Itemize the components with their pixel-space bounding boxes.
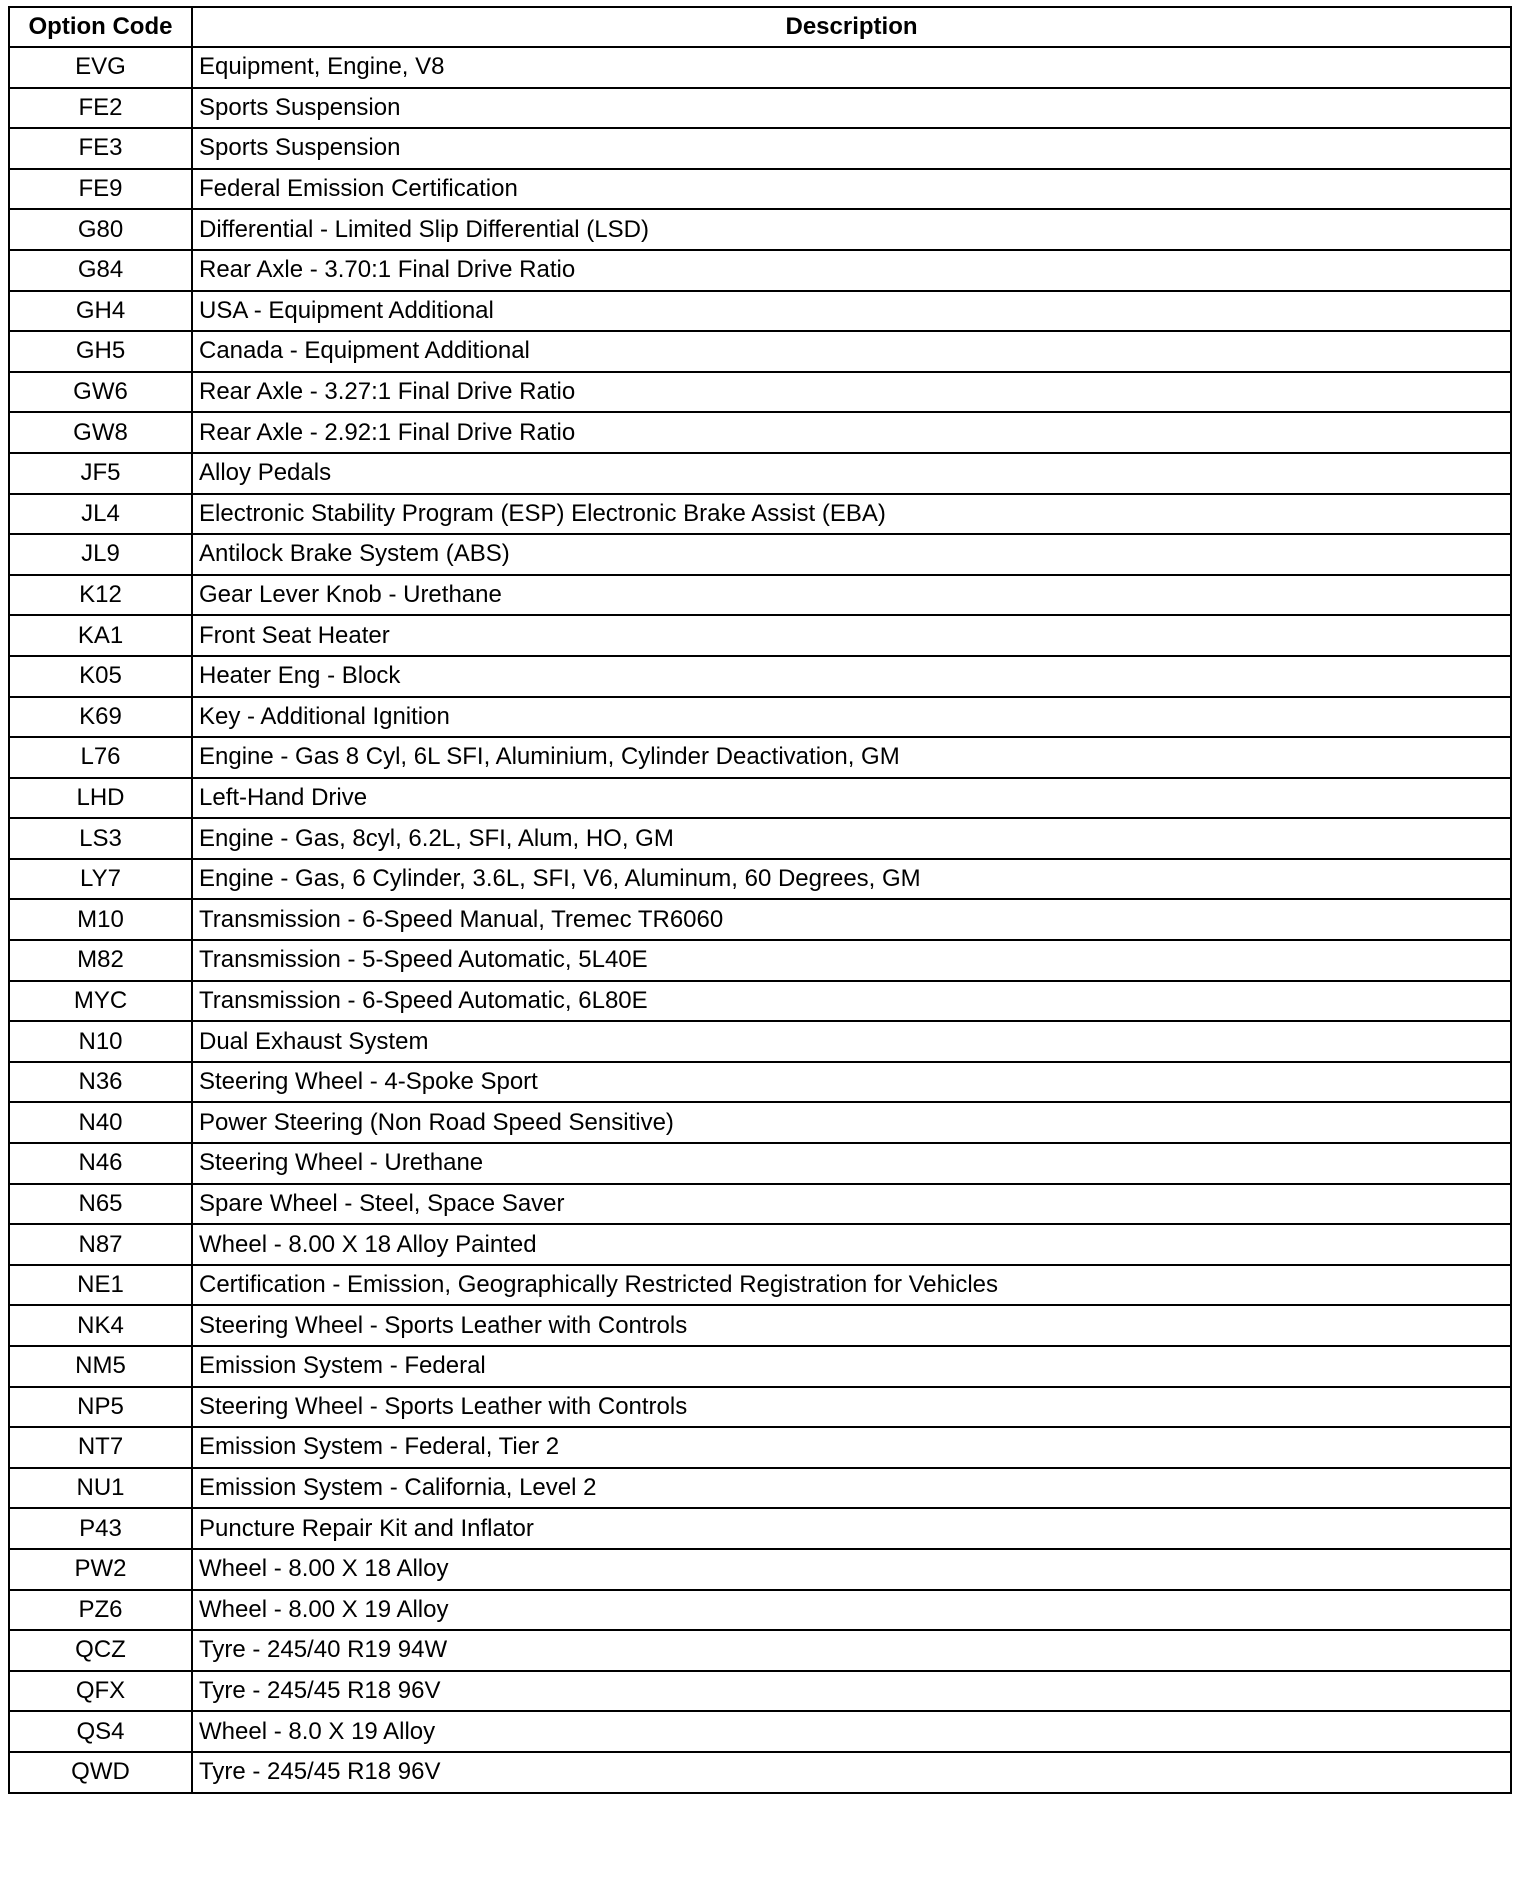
option-code-cell: K05 — [9, 656, 192, 697]
table-row — [9, 209, 1511, 250]
option-code-cell: FE9 — [9, 169, 192, 210]
option-code-cell: NK4 — [9, 1305, 192, 1346]
table-row — [9, 778, 1511, 819]
option-code-cell: FE3 — [9, 128, 192, 169]
option-code-cell: N36 — [9, 1062, 192, 1103]
option-code-cell: GH5 — [9, 331, 192, 372]
table-row — [9, 940, 1511, 981]
description-cell: Wheel - 8.00 X 18 Alloy Painted — [192, 1224, 1511, 1265]
description-cell: Alloy Pedals — [192, 453, 1511, 494]
option-code-cell: QWD — [9, 1752, 192, 1793]
table-row — [9, 1590, 1511, 1631]
option-code-cell: EVG — [9, 47, 192, 88]
option-code-cell: NT7 — [9, 1427, 192, 1468]
column-header-option-code: Option Code — [9, 7, 192, 47]
table-row — [9, 1468, 1511, 1509]
table-row — [9, 453, 1511, 494]
description-cell: Electronic Stability Program (ESP) Electronic Brake Assist (EBA) — [192, 494, 1511, 535]
description-cell: Gear Lever Knob - Urethane — [192, 575, 1511, 616]
option-code-cell: GH4 — [9, 291, 192, 332]
table-row — [9, 412, 1511, 453]
option-code-cell: LY7 — [9, 859, 192, 900]
table-row — [9, 1021, 1511, 1062]
description-cell: Steering Wheel - Sports Leather with Controls — [192, 1305, 1511, 1346]
option-code-cell: NE1 — [9, 1265, 192, 1306]
description-cell: Wheel - 8.0 X 19 Alloy — [192, 1711, 1511, 1752]
table-row — [9, 331, 1511, 372]
table-row — [9, 1427, 1511, 1468]
table-row — [9, 291, 1511, 332]
description-cell: Wheel - 8.00 X 18 Alloy — [192, 1549, 1511, 1590]
option-code-cell: JL4 — [9, 494, 192, 535]
option-code-cell: QCZ — [9, 1630, 192, 1671]
table-row — [9, 1102, 1511, 1143]
table-body — [9, 47, 1511, 1793]
description-cell: Antilock Brake System (ABS) — [192, 534, 1511, 575]
table-row — [9, 372, 1511, 413]
option-code-cell: JF5 — [9, 453, 192, 494]
option-code-cell: FE2 — [9, 88, 192, 129]
option-code-cell: N65 — [9, 1184, 192, 1225]
description-cell: Rear Axle - 2.92:1 Final Drive Ratio — [192, 412, 1511, 453]
description-cell: Federal Emission Certification — [192, 169, 1511, 210]
description-cell: Puncture Repair Kit and Inflator — [192, 1508, 1511, 1549]
description-cell: Engine - Gas, 6 Cylinder, 3.6L, SFI, V6, Aluminum, 60 Degrees, GM — [192, 859, 1511, 900]
option-code-cell: N40 — [9, 1102, 192, 1143]
option-code-cell: L76 — [9, 737, 192, 778]
option-code-cell: K69 — [9, 697, 192, 738]
table-row — [9, 818, 1511, 859]
table-row — [9, 494, 1511, 535]
description-cell: Rear Axle - 3.70:1 Final Drive Ratio — [192, 250, 1511, 291]
table-row — [9, 128, 1511, 169]
table-row — [9, 981, 1511, 1022]
option-code-cell: NU1 — [9, 1468, 192, 1509]
table-row — [9, 1305, 1511, 1346]
option-code-cell: M10 — [9, 899, 192, 940]
table-row — [9, 656, 1511, 697]
description-cell: Tyre - 245/40 R19 94W — [192, 1630, 1511, 1671]
option-code-cell: G84 — [9, 250, 192, 291]
description-cell: Certification - Emission, Geographically Restricted Registration for Vehicles — [192, 1265, 1511, 1306]
description-cell: Emission System - Federal, Tier 2 — [192, 1427, 1511, 1468]
table-row — [9, 1224, 1511, 1265]
table-row — [9, 534, 1511, 575]
column-header-description: Description — [192, 7, 1511, 47]
option-code-cell: QFX — [9, 1671, 192, 1712]
description-cell: Transmission - 6-Speed Manual, Tremec TR6060 — [192, 899, 1511, 940]
option-code-cell: K12 — [9, 575, 192, 616]
description-cell: Tyre - 245/45 R18 96V — [192, 1671, 1511, 1712]
description-cell: Key - Additional Ignition — [192, 697, 1511, 738]
option-code-cell: PW2 — [9, 1549, 192, 1590]
table-row — [9, 1711, 1511, 1752]
option-code-cell: G80 — [9, 209, 192, 250]
option-code-cell: P43 — [9, 1508, 192, 1549]
table-row — [9, 1265, 1511, 1306]
table-row — [9, 1143, 1511, 1184]
option-code-table — [8, 6, 1512, 1794]
description-cell: Steering Wheel - Urethane — [192, 1143, 1511, 1184]
table-row — [9, 250, 1511, 291]
table-row — [9, 1062, 1511, 1103]
description-cell: Canada - Equipment Additional — [192, 331, 1511, 372]
description-cell: Engine - Gas 8 Cyl, 6L SFI, Aluminium, Cylinder Deactivation, GM — [192, 737, 1511, 778]
description-cell: Steering Wheel - 4-Spoke Sport — [192, 1062, 1511, 1103]
table-row — [9, 1184, 1511, 1225]
description-cell: Power Steering (Non Road Speed Sensitive) — [192, 1102, 1511, 1143]
option-code-cell: NP5 — [9, 1387, 192, 1428]
option-code-cell: N10 — [9, 1021, 192, 1062]
table-row — [9, 1549, 1511, 1590]
option-code-cell: PZ6 — [9, 1590, 192, 1631]
table-row — [9, 1508, 1511, 1549]
description-cell: Spare Wheel - Steel, Space Saver — [192, 1184, 1511, 1225]
description-cell: Sports Suspension — [192, 128, 1511, 169]
description-cell: Dual Exhaust System — [192, 1021, 1511, 1062]
description-cell: Emission System - Federal — [192, 1346, 1511, 1387]
option-code-cell: JL9 — [9, 534, 192, 575]
table-row — [9, 575, 1511, 616]
option-code-cell: N46 — [9, 1143, 192, 1184]
description-cell: Transmission - 6-Speed Automatic, 6L80E — [192, 981, 1511, 1022]
table-row — [9, 737, 1511, 778]
option-code-cell: QS4 — [9, 1711, 192, 1752]
table-row — [9, 615, 1511, 656]
table-row — [9, 1630, 1511, 1671]
table-row — [9, 88, 1511, 129]
table-row — [9, 899, 1511, 940]
description-cell: Equipment, Engine, V8 — [192, 47, 1511, 88]
description-cell: USA - Equipment Additional — [192, 291, 1511, 332]
table-row — [9, 169, 1511, 210]
option-code-table-container — [8, 6, 1510, 1794]
table-row — [9, 697, 1511, 738]
option-code-cell: GW6 — [9, 372, 192, 413]
option-code-cell: MYC — [9, 981, 192, 1022]
description-cell: Wheel - 8.00 X 19 Alloy — [192, 1590, 1511, 1631]
description-cell: Transmission - 5-Speed Automatic, 5L40E — [192, 940, 1511, 981]
option-code-cell: KA1 — [9, 615, 192, 656]
option-code-cell: LS3 — [9, 818, 192, 859]
description-cell: Front Seat Heater — [192, 615, 1511, 656]
description-cell: Sports Suspension — [192, 88, 1511, 129]
table-row — [9, 1346, 1511, 1387]
option-code-cell: GW8 — [9, 412, 192, 453]
table-row — [9, 859, 1511, 900]
table-row — [9, 1387, 1511, 1428]
table-row — [9, 1671, 1511, 1712]
option-code-cell: LHD — [9, 778, 192, 819]
table-row — [9, 47, 1511, 88]
option-code-cell: NM5 — [9, 1346, 192, 1387]
description-cell: Differential - Limited Slip Differential (LSD) — [192, 209, 1511, 250]
table-row — [9, 1752, 1511, 1793]
description-cell: Engine - Gas, 8cyl, 6.2L, SFI, Alum, HO, GM — [192, 818, 1511, 859]
description-cell: Rear Axle - 3.27:1 Final Drive Ratio — [192, 372, 1511, 413]
description-cell: Steering Wheel - Sports Leather with Controls — [192, 1387, 1511, 1428]
description-cell: Tyre - 245/45 R18 96V — [192, 1752, 1511, 1793]
option-code-cell: N87 — [9, 1224, 192, 1265]
description-cell: Heater Eng - Block — [192, 656, 1511, 697]
description-cell: Left-Hand Drive — [192, 778, 1511, 819]
table-header-row — [9, 7, 1511, 47]
description-cell: Emission System - California, Level 2 — [192, 1468, 1511, 1509]
option-code-cell: M82 — [9, 940, 192, 981]
